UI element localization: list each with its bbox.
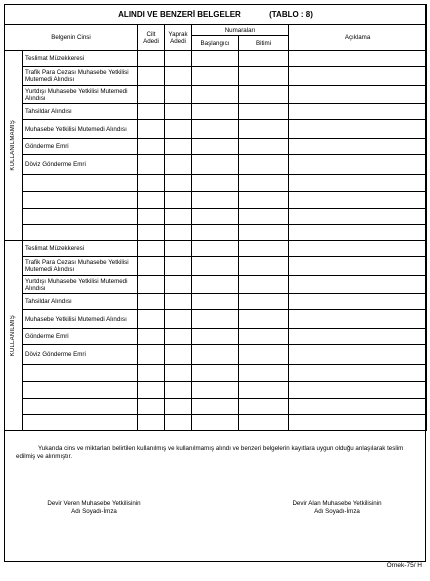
form-code: Örnek-75/ H <box>386 562 422 569</box>
section-label-text: KULLANILMIŞ <box>10 314 16 357</box>
handover-statement <box>16 445 416 461</box>
signature-right-name: Adı Soyadı-İmza <box>314 508 360 515</box>
document-type-cell: Teslimat Müzekkeresi <box>23 51 138 67</box>
document-type-cell: Muhasebe Yetkilisi Mutemedi Alındısı <box>23 310 138 329</box>
header-volume-count: Cilt Adedi <box>138 25 165 51</box>
document-type-cell: Tahsildar Alındısı <box>23 104 138 120</box>
header-numbers: Numaraları <box>192 25 289 36</box>
form-footer <box>4 428 426 562</box>
signature-right <box>262 500 412 516</box>
document-type-cell: Döviz Gönderme Emri <box>23 345 138 365</box>
header-leaf-count: Yaprak Adedi <box>165 25 192 51</box>
document-type-cell: Gönderme Emri <box>23 139 138 155</box>
document-type-cell: Yurtdışı Muhasebe Yetkilisi Mutemedi Alındısı <box>23 276 138 294</box>
document-type-cell: Teslimat Müzekkeresi <box>23 241 138 257</box>
document-type-cell: Trafik Para Cezası Muhasebe Yetkilisi Mutemedi Alındısı <box>23 257 138 276</box>
signature-left <box>24 500 164 516</box>
document-type-cell: Trafik Para Cezası Muhasebe Yetkilisi Mutemedi Alındısı <box>23 67 138 86</box>
signature-left-title: Devir Veren Muhasebe Yetkilisinin <box>47 500 141 507</box>
header-start: Başlangıcı <box>192 36 239 51</box>
statement-text: Yukarıda cins ve miktarları belirtilen kullanılmış ve kullanılmamış alındı ve benzeri belgelerin kayıtlara uygun olduğu anlaşılarak teslim edilmiş ve alınmıştır. <box>16 445 404 460</box>
header-description: Açıklama <box>289 25 427 51</box>
document-type-cell: Yurtdışı Muhasebe Yetkilisi Mutemedi Alındısı <box>23 86 138 104</box>
document-type-cell: Gönderme Emri <box>23 329 138 345</box>
document-type-cell: Tahsildar Alındısı <box>23 294 138 310</box>
title-text: ALINDI VE BENZERİ BELGELER <box>118 10 241 19</box>
document-type-cell: Döviz Gönderme Emri <box>23 155 138 175</box>
signature-left-name: Adı Soyadı-İmza <box>71 508 117 515</box>
table-number: (TABLO : 8) <box>269 10 313 19</box>
document-type-cell: Muhasebe Yetkilisi Mutemedi Alındısı <box>23 120 138 139</box>
section-label-text: KULLANILMAMIŞ <box>10 120 16 171</box>
header-document-type: Belgenin Cinsi <box>5 25 138 51</box>
header-end: Bitimi <box>239 36 289 51</box>
signature-right-title: Devir Alan Muhasebe Yetkilisinin <box>292 500 382 507</box>
